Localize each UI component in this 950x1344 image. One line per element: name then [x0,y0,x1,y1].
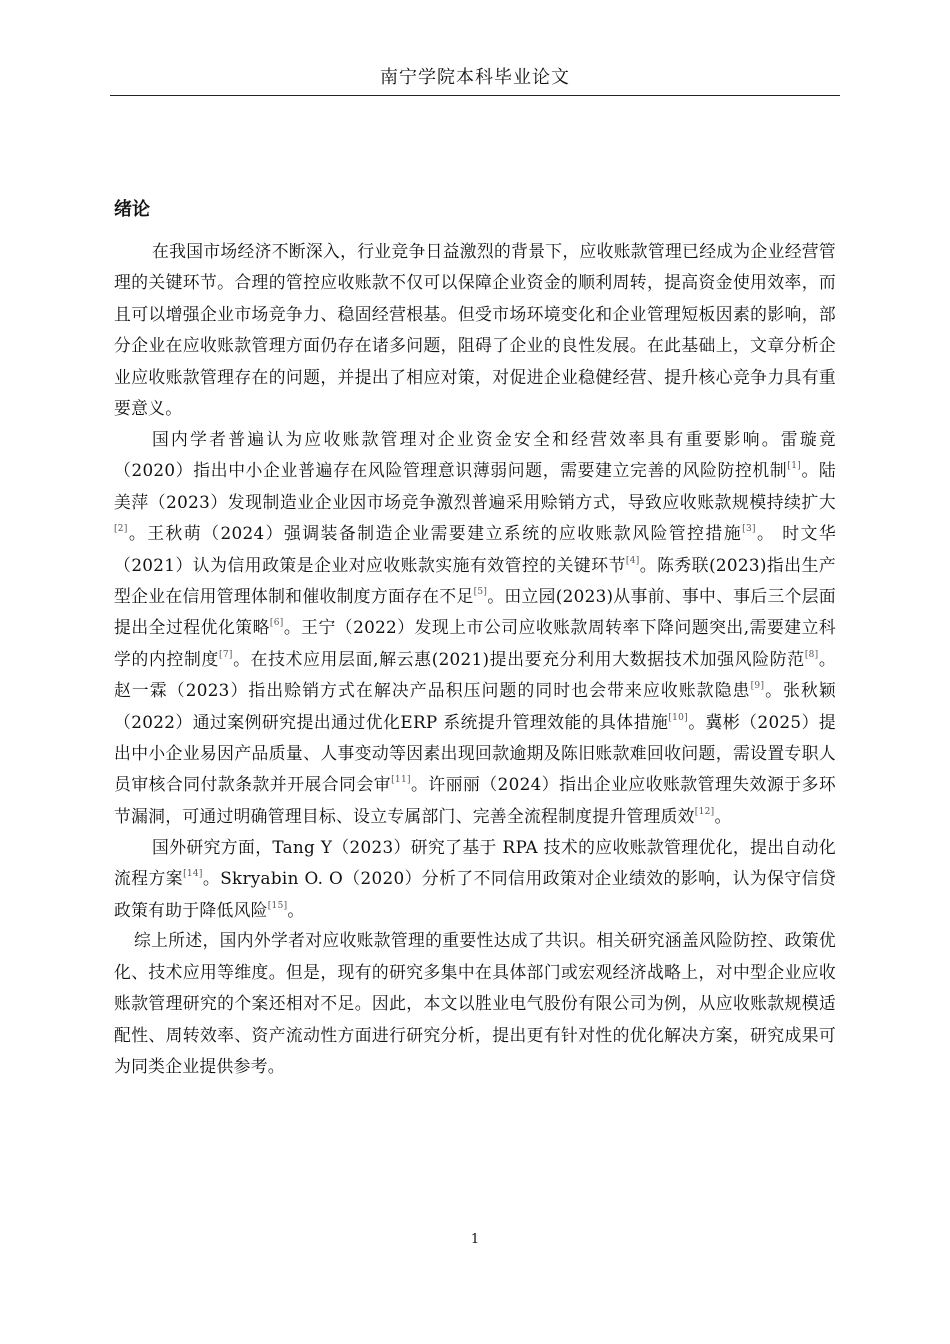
citation-ref: [8] [804,649,819,660]
citation-ref: [11] [391,775,411,786]
paragraph-text: 。王秋萌（2024）强调装备制造企业需要建立系统的应收账款风险管控措施 [127,523,743,544]
paragraph-text: 。许丽丽（2024）指出企业应收账款管理失效源于多环节漏洞，可通过明确管理目标、设立专属部门、完善全流程制度提升管理质效 [114,774,836,826]
citation-ref: [12] [694,806,715,817]
citation-ref: [2] [114,524,128,535]
section-heading: 绪论 [114,199,150,220]
citation-ref: [14] [183,869,203,880]
paragraph-text: 。赵一霖（2023）指出赊销方式在解决产品积压问题的同时也会带来应收账款隐患 [114,648,836,701]
citation-ref: [10] [668,712,689,723]
paragraph-text: 在我国市场经济不断深入，行业竞争日益激烈的背景下，应收账款管理已经成为企业经营管理的关键环节。合理的管控应收账款不仅可以保障企业资金的顺利周转，提高资金使用效率，而且可以增强企业市场竞争力、稳固经营根基。但受市场环境变化和企业管理短板因素的影响，部分企业在应收账款管理方面仍存在诸多问题，阻碍了企业的良性发展。在此基础上，文章分析企业应收账款管理存在的问题，并提出了相应对策，对促进企业稳健经营、提升核心竞争力具有重要意义。 [114,241,836,419]
citation-ref: [1] [787,461,802,472]
paragraph-text: 综上所述，国内外学者对应收账款管理的重要性达成了共识。相关研究涵盖风险防控、政策优化、技术应用等维度。但是，现有的研究多集中在具体部门或宏观经济战略上，对中型企业应收账款管理研究的个案还相对不足。因此，本文以胜业电气股份有限公司为例，从应收账款规模适配性、周转效率、资产流动性方面进行研究分析，提出更有针对性的优化解决方案，研究成果可为同类企业提供参考。 [114,930,836,1077]
paragraph [114,424,836,832]
paragraph [114,925,836,1082]
paragraph-text: 。冀彬（2025）提出中小企业易因产品质量、人事变动等因素出现回款逾期及陈旧账款难回收问题，需设置专职人员审核合同付款条款并开展合同会审 [114,711,836,795]
paragraph [114,236,836,424]
citation-ref: [6] [269,618,284,629]
citation-ref: [3] [742,524,756,535]
page-header-title: 南宁学院本科毕业论文 [380,67,570,88]
citation-ref: [9] [750,681,765,692]
paragraph-text: 。Skryabin O. O（2020）分析了不同信用政策对企业绩效的影响，认为保守信贷政策有助于降低风险 [114,868,836,920]
paragraph-text: 国内学者普遍认为应收账款管理对企业资金安全和经营效率具有重要影响。雷璇竟（2020）指出中小企业普遍存在风险管理意识薄弱问题，需要建立完善的风险防控机制 [114,428,836,481]
paragraph-text: 。在技术应用层面,解云惠(2021)提出要充分利用大数据技术加强风险防范 [232,648,805,669]
paragraph-text: 。陆美萍（2023）发现制造业企业因市场竞争激烈普遍采用赊销方式，导致应收账款规模持续扩大 [114,460,836,512]
paragraph-text: 。陈秀联(2023)指出生产型企业在信用管理体制和催收制度方面存在不足 [114,554,836,606]
paragraph-text: 。 [714,805,732,826]
body-text [114,236,836,1082]
paragraph-text: 。田立园(2023)从事前、事中、事后三个层面提出全过程优化策略 [114,585,836,638]
header-rule [110,95,840,96]
paragraph-text: 。张秋颖（2022）通过案例研究提出通过优化ERP 系统提升管理效能的具体措施 [114,680,837,732]
citation-ref: [15] [267,900,288,911]
citation-ref: [4] [625,555,640,566]
paragraph-text: 。王宁（2022）发现上市公司应收账款周转率下降问题突出,需要建立科学的内控制度 [114,617,836,669]
paragraph [114,832,836,926]
paragraph-text: 国外研究方面，Tang Y（2023）研究了基于 RPA 技术的应收账款管理优化，提出自动化流程方案 [114,836,836,889]
paragraph-text: 。 时文华（2021）认为信用政策是企业对应收账款实施有效管控的关键环节 [114,523,836,575]
page-number: 1 [470,1232,480,1247]
paragraph-text: 。 [287,899,305,920]
citation-ref: [7] [219,649,233,660]
citation-ref: [5] [473,586,488,597]
